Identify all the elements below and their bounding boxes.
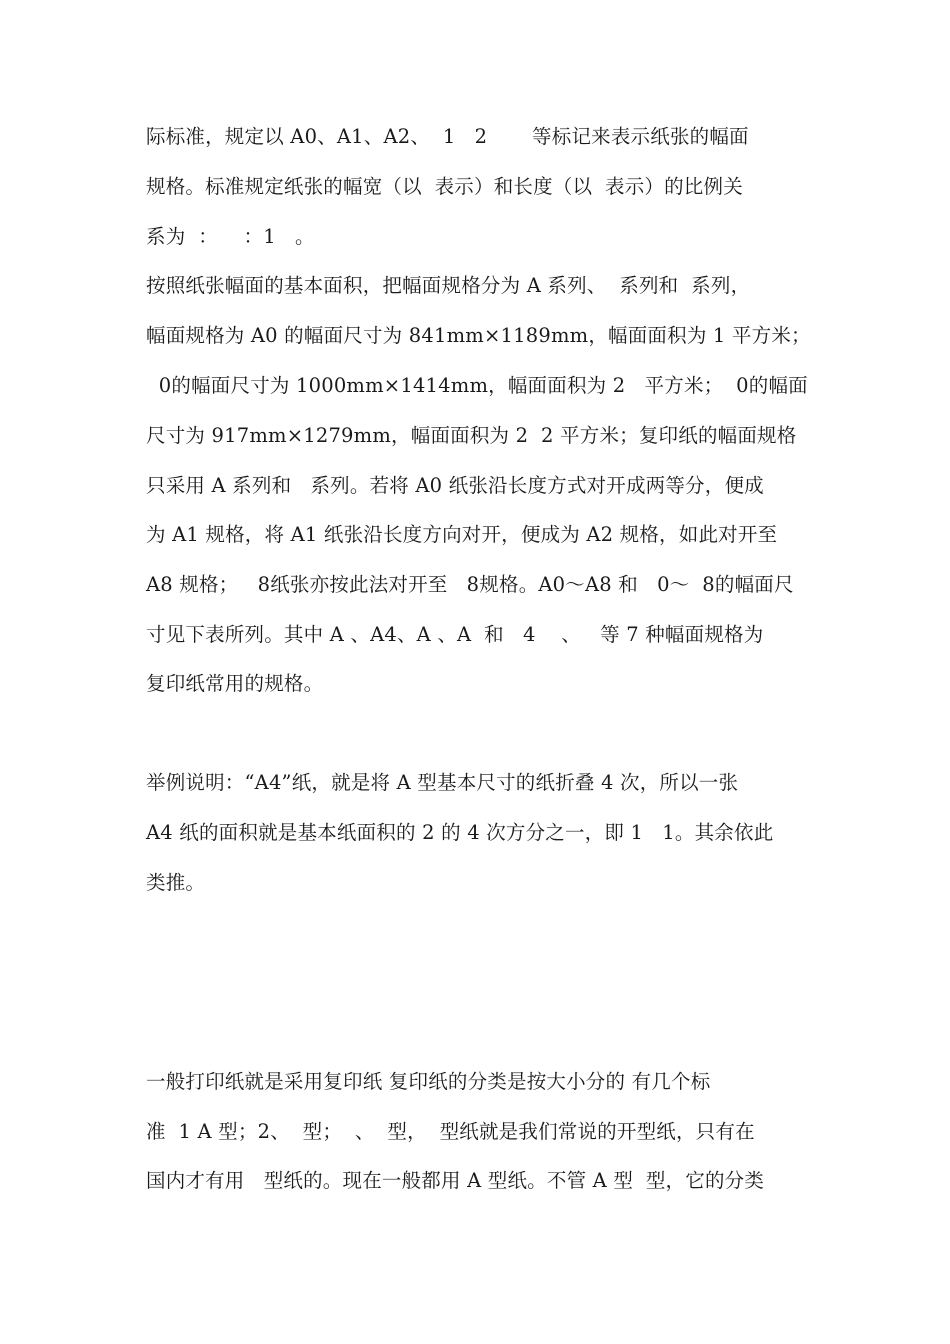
text-line: 只采用 A 系列和 系列。若将 A0 纸张沿长度方式对开成两等分，便成 xyxy=(146,474,764,497)
text-line: 国内才有用 型纸的。现在一般都用 A 型纸。不管 A 型 型，它的分类 xyxy=(146,1169,765,1192)
text-line: A4 纸的面积就是基本纸面积的 2 的 4 次方分之一，即 1 1。其余依此 xyxy=(146,821,774,844)
text-line: 系为 ： ：1 。 xyxy=(146,225,315,248)
text-line: 按照纸张幅面的基本面积，把幅面规格分为 A 系列、 系列和 系列， xyxy=(146,274,751,297)
text-line: A8 规格； 8纸张亦按此法对开至 8规格。A0～A8 和 0～ 8的幅面尺 xyxy=(146,573,794,596)
text-line: 为 A1 规格，将 A1 纸张沿长度方向对开，便成为 A2 规格，如此对开至 xyxy=(146,523,778,546)
text-line: 复印纸常用的规格。 xyxy=(146,672,324,695)
text-line: 一般打印纸就是采用复印纸 复印纸的分类是按大小分的 有几个标 xyxy=(146,1070,711,1093)
text-line: 0的幅面尺寸为 1000mm×1414mm，幅面面积为 2 平方米； 0的幅面 xyxy=(146,374,808,397)
text-line: 寸见下表所列。其中 A 、A4、A 、A 和 4 、 等 7 种幅面规格为 xyxy=(146,623,764,646)
text-line: 举例说明：“A4”纸，就是将 A 型基本尺寸的纸折叠 4 次，所以一张 xyxy=(146,771,739,794)
text-line: 际标准，规定以 A0、A1、A2、 1 2 等标记来表示纸张的幅面 xyxy=(146,125,749,148)
text-line: 幅面规格为 A0 的幅面尺寸为 841mm×1189mm，幅面面积为 1 平方米； xyxy=(146,324,811,347)
text-line: 准 1 A 型；2、 型； 、 型， 型纸就是我们常说的开型纸，只有在 xyxy=(146,1120,755,1143)
text-line: 类推。 xyxy=(146,871,206,894)
text-line: 规格。标准规定纸张的幅宽（以 表示）和长度（以 表示）的比例关 xyxy=(146,175,743,198)
text-line: 尺寸为 917mm×1279mm，幅面面积为 2 2 平方米；复印纸的幅面规格 xyxy=(146,424,797,447)
